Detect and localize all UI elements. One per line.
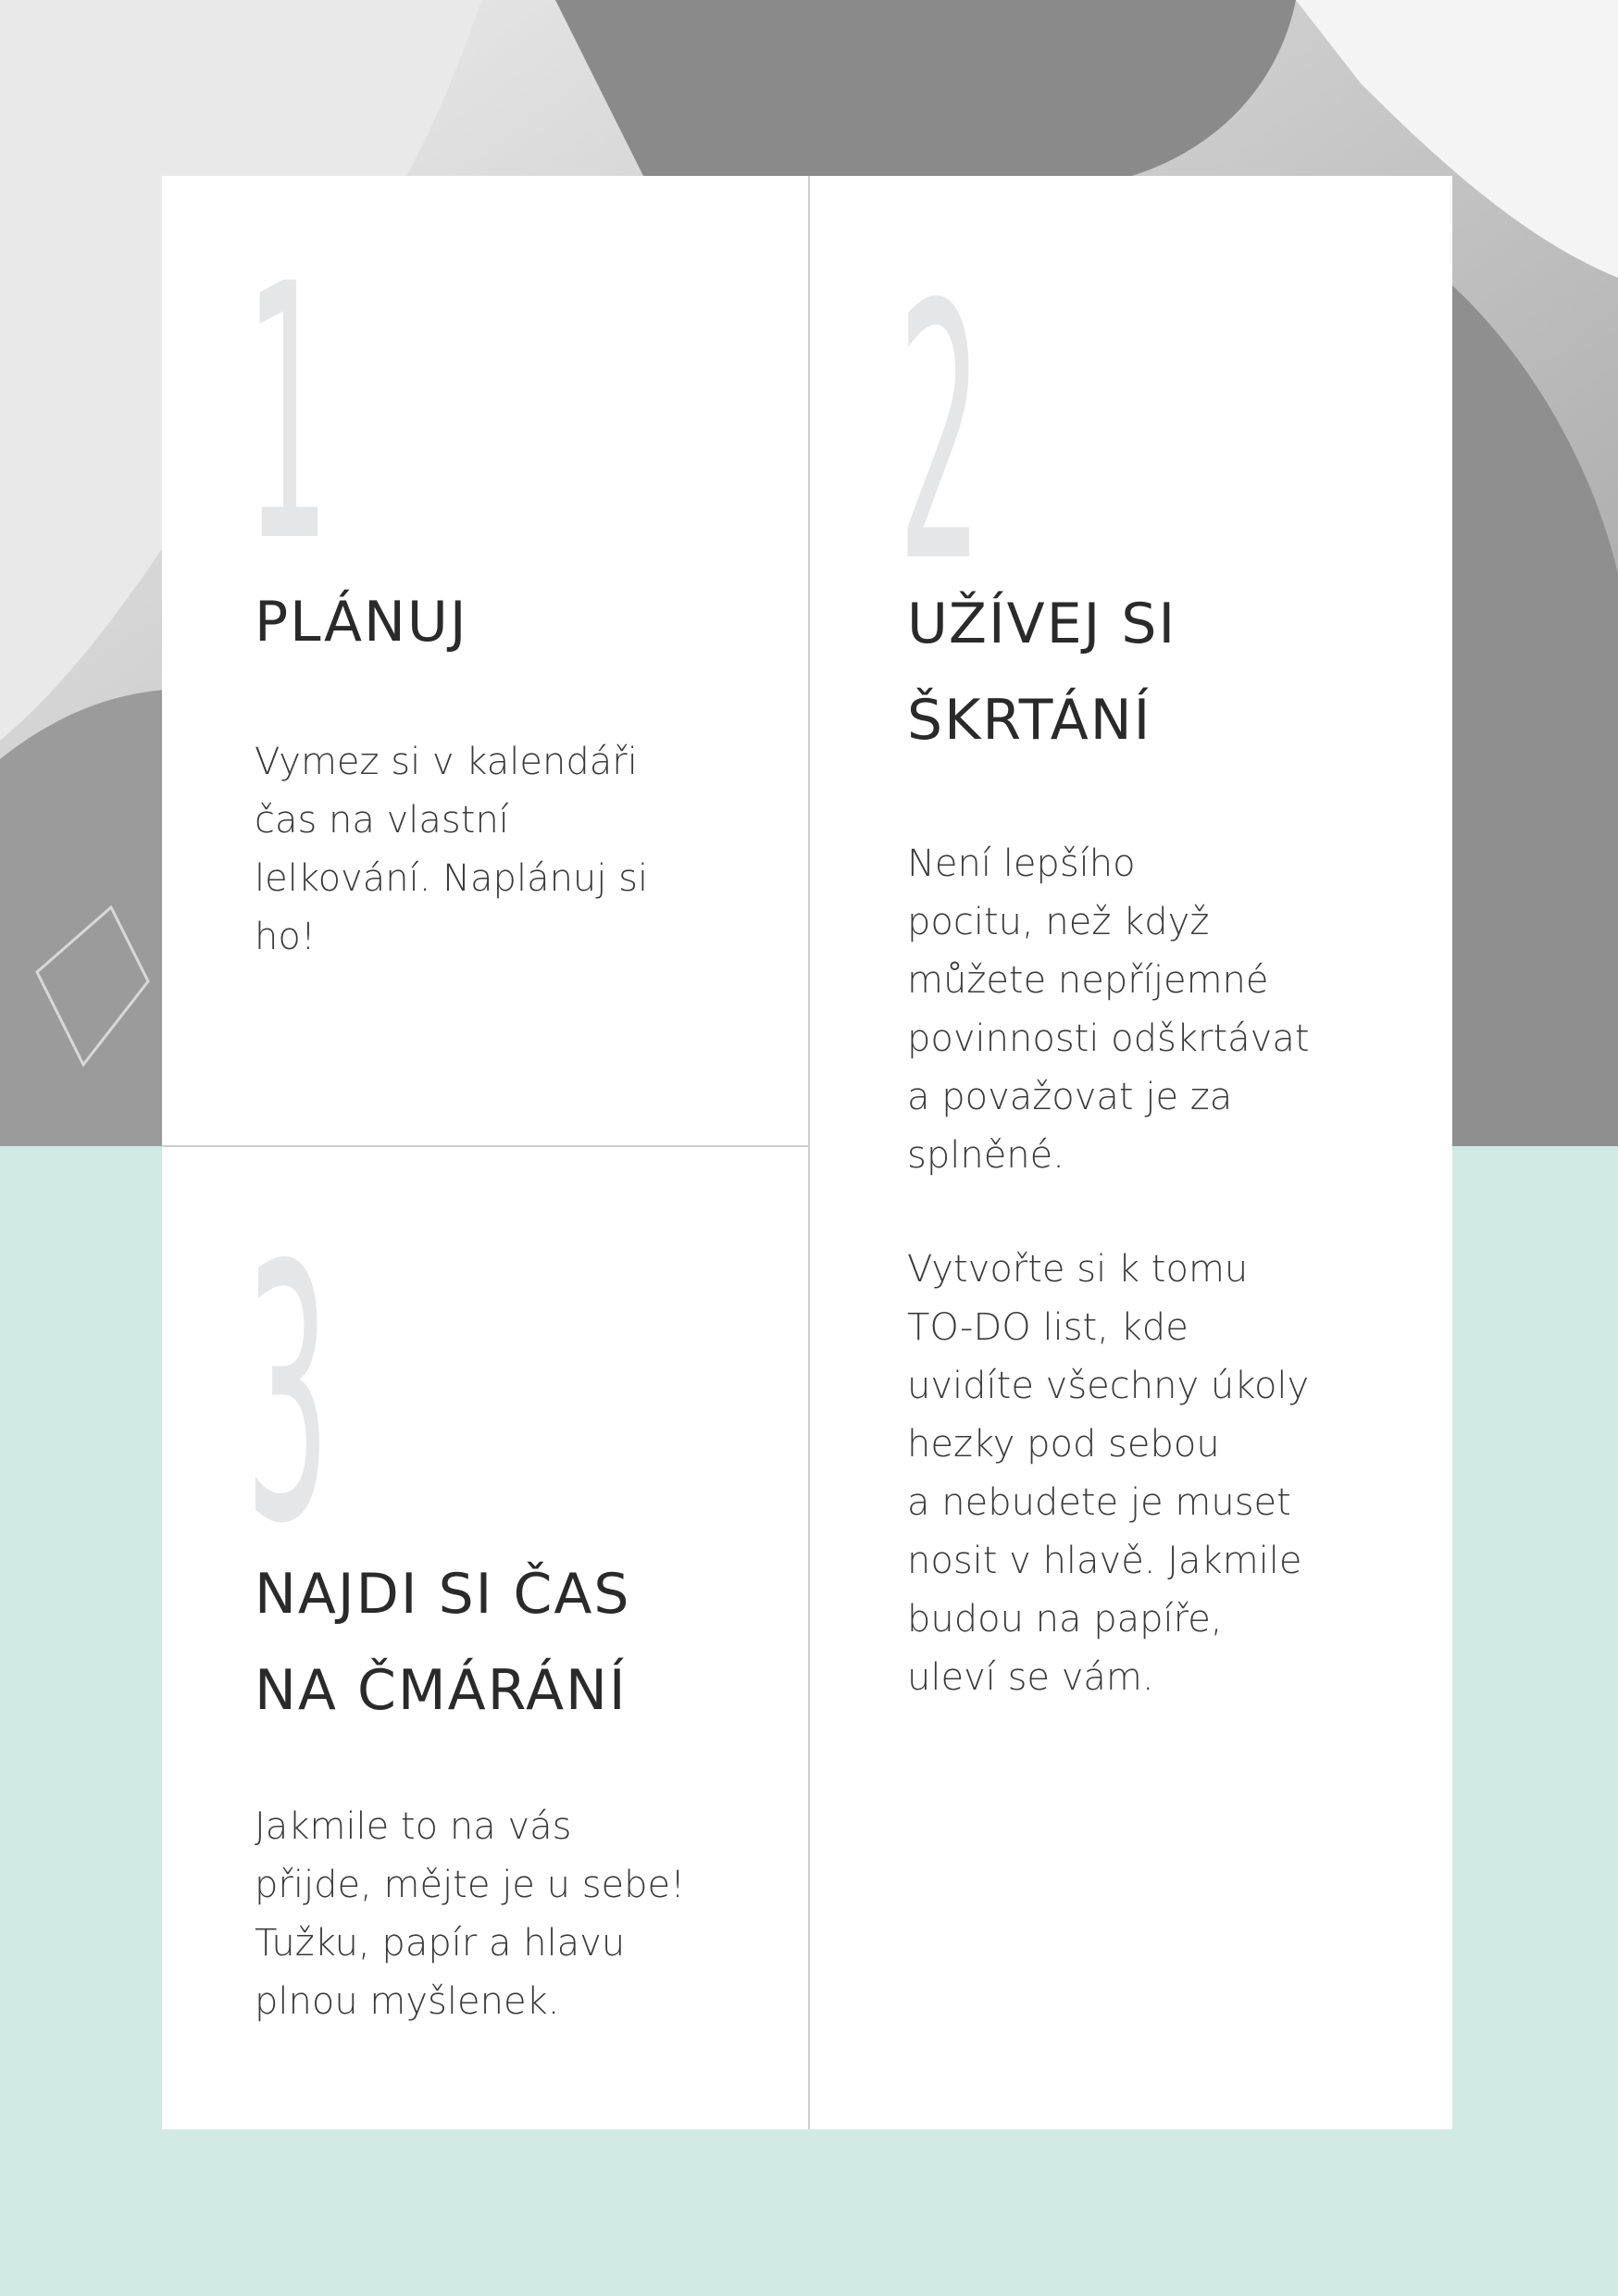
- step-1-text: Vymez si v kalendáři čas na vlastní lelkování. Naplánuj si ho!: [255, 741, 649, 958]
- step-3-text: Jakmile to na vás přijde, mějte je u sebe! Tužku, papír a hlavu plnou myšlenek.: [255, 1805, 686, 2023]
- step-3-title: NAJDI SI ČAS NA ČMÁRÁNÍ: [255, 1562, 631, 1723]
- step-3-number: 3: [245, 1191, 327, 1601]
- step-2-paragraph-1: Není lepšího pocitu, než když můžete nepříjemné povinnosti odškrtávat a považovat je za splněné.: [907, 842, 1310, 1177]
- step-2-paragraph-2: Vytvořte si k tomu TO-DO list, kde uvidíte všechny úkoly hezky pod sebou a nebudete je muset nosit v hlavě. Jakmile budou na papíře, uleví se vám.: [907, 1248, 1310, 1699]
- vertical-divider: [808, 176, 810, 2129]
- horizontal-divider: [162, 1145, 808, 1147]
- step-2-title: UŽÍVEJ SI ŠKRTÁNÍ: [907, 592, 1177, 753]
- step-1-title: PLÁNUJ: [255, 590, 468, 655]
- tips-card: [162, 176, 1452, 2129]
- step-2-number: 2: [898, 230, 979, 640]
- step-1-number: 1: [245, 209, 327, 619]
